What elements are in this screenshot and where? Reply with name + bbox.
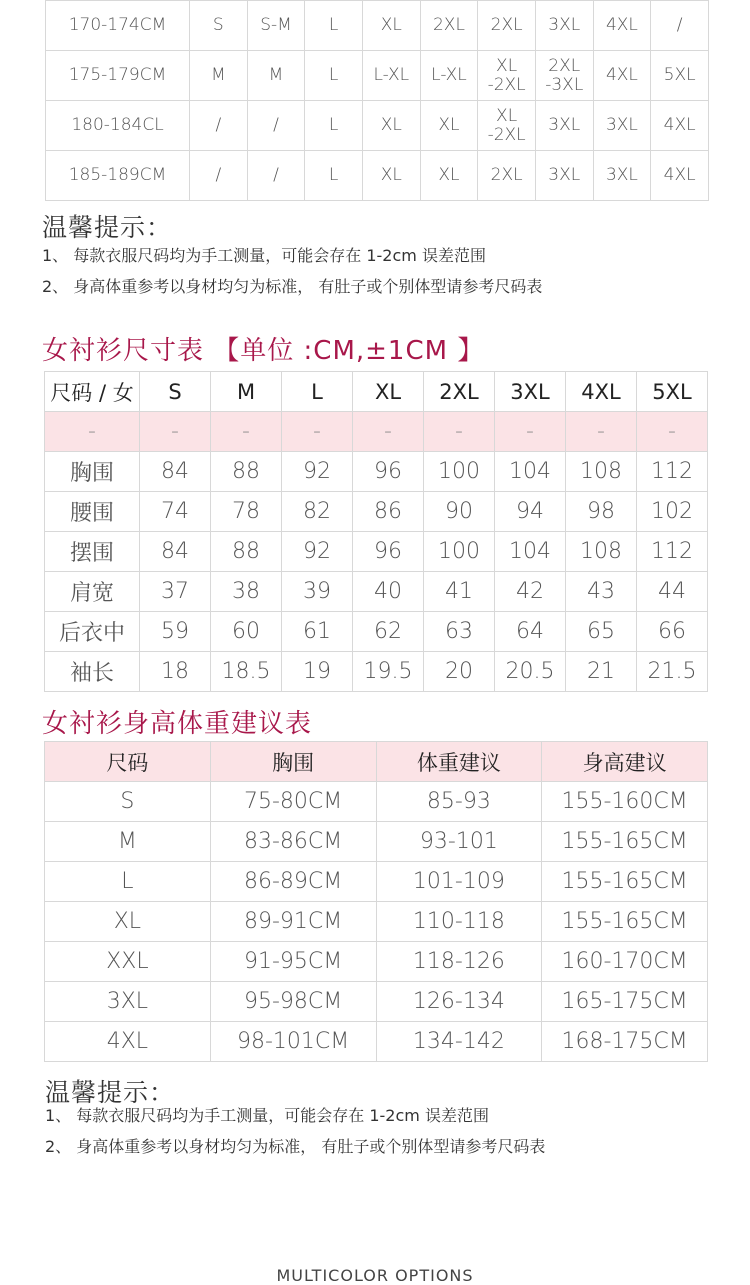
table-cell: S bbox=[45, 782, 211, 822]
table-cell: 38 bbox=[211, 572, 282, 612]
table-cell: 98 bbox=[566, 492, 637, 532]
size-cell: 3XL bbox=[535, 1, 593, 51]
table-cell: 62 bbox=[353, 612, 424, 652]
size-cell: 4XL bbox=[651, 101, 709, 151]
table-cell: 84 bbox=[140, 452, 211, 492]
table-cell: 85-93 bbox=[376, 782, 542, 822]
size-cell: 3XL bbox=[535, 151, 593, 201]
column-header: 体重建议 bbox=[376, 742, 542, 782]
table-cell: 93-101 bbox=[376, 822, 542, 862]
table-cell: 112 bbox=[637, 532, 708, 572]
table-cell: 40 bbox=[353, 572, 424, 612]
size-chart-title: 女衬衫尺寸表 【单位 :CM,±1CM 】 bbox=[42, 336, 485, 366]
tips-title-2: 温馨提示： bbox=[45, 1078, 176, 1107]
table-row bbox=[45, 982, 708, 1022]
table-cell: 88 bbox=[211, 532, 282, 572]
table-cell: - bbox=[140, 412, 211, 452]
column-header: 2XL bbox=[424, 372, 495, 412]
size-cell: L bbox=[305, 101, 363, 151]
size-cell: M bbox=[247, 51, 305, 101]
recommend-chart-table bbox=[44, 741, 708, 1062]
table-row bbox=[45, 412, 708, 452]
table-cell: 63 bbox=[424, 612, 495, 652]
table-cell: 90 bbox=[424, 492, 495, 532]
recommend-chart-title: 女衬衫身高体重建议表 bbox=[42, 709, 313, 739]
table-cell: 74 bbox=[140, 492, 211, 532]
table-cell: 86 bbox=[353, 492, 424, 532]
column-header: 尺码 / 女 bbox=[45, 372, 140, 412]
size-cell: 2XL -3XL bbox=[535, 51, 593, 101]
table-cell: 42 bbox=[495, 572, 566, 612]
table-cell: 84 bbox=[140, 532, 211, 572]
table-cell: 95-98CM bbox=[210, 982, 376, 1022]
table-cell: 21.5 bbox=[637, 652, 708, 692]
table-row bbox=[45, 782, 708, 822]
column-header: S bbox=[140, 372, 211, 412]
table-cell: 41 bbox=[424, 572, 495, 612]
tips-line-1: 1、 每款衣服尺码均为手工测量，可能会存在 1-2cm 误差范围 bbox=[42, 246, 486, 265]
table-cell: 59 bbox=[140, 612, 211, 652]
table-cell: 112 bbox=[637, 452, 708, 492]
column-header: 尺码 bbox=[45, 742, 211, 782]
row-label: 后衣中 bbox=[45, 612, 140, 652]
table-row bbox=[46, 51, 709, 101]
table-cell: 165-175CM bbox=[542, 982, 708, 1022]
table-cell: 134-142 bbox=[376, 1022, 542, 1062]
size-cell: XL bbox=[362, 151, 420, 201]
table-cell: 20.5 bbox=[495, 652, 566, 692]
column-header: L bbox=[282, 372, 353, 412]
size-cell: XL bbox=[420, 101, 478, 151]
table-cell: 4XL bbox=[45, 1022, 211, 1062]
size-cell: S bbox=[190, 1, 248, 51]
size-cell: M bbox=[190, 51, 248, 101]
table-cell: 61 bbox=[282, 612, 353, 652]
tips-title: 温馨提示： bbox=[42, 213, 173, 242]
table-cell: 108 bbox=[566, 532, 637, 572]
table-row bbox=[45, 1022, 708, 1062]
tips-line-2-1: 1、 每款衣服尺码均为手工测量，可能会存在 1-2cm 误差范围 bbox=[45, 1106, 489, 1125]
table-cell: 110-118 bbox=[376, 902, 542, 942]
size-cell: XL bbox=[420, 151, 478, 201]
table-row bbox=[45, 862, 708, 902]
table-cell: 118-126 bbox=[376, 942, 542, 982]
row-label: 腰围 bbox=[45, 492, 140, 532]
table-row bbox=[45, 822, 708, 862]
table-cell: 104 bbox=[495, 532, 566, 572]
table-cell: 75-80CM bbox=[210, 782, 376, 822]
size-cell: 3XL bbox=[593, 101, 651, 151]
size-cell: / bbox=[190, 101, 248, 151]
size-cell: 2XL bbox=[478, 151, 536, 201]
table-cell: 86-89CM bbox=[210, 862, 376, 902]
size-cell: / bbox=[247, 151, 305, 201]
table-cell: XXL bbox=[45, 942, 211, 982]
row-label: 摆围 bbox=[45, 532, 140, 572]
table-cell: 60 bbox=[211, 612, 282, 652]
table-cell: - bbox=[282, 412, 353, 452]
table-cell: 18.5 bbox=[211, 652, 282, 692]
table-cell: 3XL bbox=[45, 982, 211, 1022]
table-cell: - bbox=[495, 412, 566, 452]
row-label: 肩宽 bbox=[45, 572, 140, 612]
row-label: 胸围 bbox=[45, 452, 140, 492]
size-cell: 5XL bbox=[651, 51, 709, 101]
size-cell: L bbox=[305, 1, 363, 51]
table-cell: 64 bbox=[495, 612, 566, 652]
table-row bbox=[45, 612, 708, 652]
height-range-cell: 175-179CM bbox=[46, 51, 190, 101]
column-header: M bbox=[211, 372, 282, 412]
table-cell: 100 bbox=[424, 532, 495, 572]
tips-line-2-2: 2、 身高体重参考以身材均匀为标准， 有肚子或个别体型请参考尺码表 bbox=[45, 1137, 546, 1156]
height-range-cell: 180-184CL bbox=[46, 101, 190, 151]
table-cell: - bbox=[424, 412, 495, 452]
table-cell: 98-101CM bbox=[210, 1022, 376, 1062]
table-row bbox=[45, 492, 708, 532]
table-cell: 18 bbox=[140, 652, 211, 692]
table-cell: XL bbox=[45, 902, 211, 942]
table-cell: - bbox=[637, 412, 708, 452]
size-cell: / bbox=[651, 1, 709, 51]
table-cell: 89-91CM bbox=[210, 902, 376, 942]
table-cell: 82 bbox=[282, 492, 353, 532]
column-header: 5XL bbox=[637, 372, 708, 412]
table-cell: 160-170CM bbox=[542, 942, 708, 982]
size-cell: XL -2XL bbox=[478, 101, 536, 151]
table-cell: 88 bbox=[211, 452, 282, 492]
size-chart-table bbox=[44, 371, 708, 692]
table-cell: 155-165CM bbox=[542, 822, 708, 862]
table-cell: - bbox=[45, 412, 140, 452]
size-cell: L bbox=[305, 51, 363, 101]
table-cell: 21 bbox=[566, 652, 637, 692]
tips-line-2: 2、 身高体重参考以身材均匀为标准， 有肚子或个别体型请参考尺码表 bbox=[42, 277, 543, 296]
table-cell: 102 bbox=[637, 492, 708, 532]
table-cell: 96 bbox=[353, 452, 424, 492]
table-cell: L bbox=[45, 862, 211, 902]
size-cell: 3XL bbox=[593, 151, 651, 201]
column-header: 3XL bbox=[495, 372, 566, 412]
table-cell: 43 bbox=[566, 572, 637, 612]
table-cell: 94 bbox=[495, 492, 566, 532]
table-cell: 155-165CM bbox=[542, 902, 708, 942]
column-header: 4XL bbox=[566, 372, 637, 412]
table-cell: 19.5 bbox=[353, 652, 424, 692]
footer-heading: MULTICOLOR OPTIONS bbox=[276, 1266, 474, 1285]
table-cell: 155-165CM bbox=[542, 862, 708, 902]
table-row bbox=[45, 572, 708, 612]
table-cell: 126-134 bbox=[376, 982, 542, 1022]
table-cell: 91-95CM bbox=[210, 942, 376, 982]
size-cell: / bbox=[190, 151, 248, 201]
column-header: 身高建议 bbox=[542, 742, 708, 782]
table-cell: 104 bbox=[495, 452, 566, 492]
table-row bbox=[45, 902, 708, 942]
table-row bbox=[46, 1, 709, 51]
table-cell: 44 bbox=[637, 572, 708, 612]
size-cell: XL bbox=[362, 1, 420, 51]
size-cell: L bbox=[305, 151, 363, 201]
row-label: 袖长 bbox=[45, 652, 140, 692]
table-cell: 37 bbox=[140, 572, 211, 612]
table-cell: 101-109 bbox=[376, 862, 542, 902]
table-header-row bbox=[45, 372, 708, 412]
table-cell: 65 bbox=[566, 612, 637, 652]
table-cell: - bbox=[353, 412, 424, 452]
size-cell: 3XL bbox=[535, 101, 593, 151]
table-cell: 19 bbox=[282, 652, 353, 692]
size-cell: 2XL bbox=[478, 1, 536, 51]
size-cell: / bbox=[247, 101, 305, 151]
table-row bbox=[45, 942, 708, 982]
table-cell: 83-86CM bbox=[210, 822, 376, 862]
size-cell: L-XL bbox=[420, 51, 478, 101]
table-cell: 92 bbox=[282, 532, 353, 572]
size-cell: L-XL bbox=[362, 51, 420, 101]
table-cell: 92 bbox=[282, 452, 353, 492]
table-cell: M bbox=[45, 822, 211, 862]
size-cell: 4XL bbox=[593, 51, 651, 101]
size-cell: 4XL bbox=[651, 151, 709, 201]
table-row bbox=[45, 532, 708, 572]
height-range-cell: 185-189CM bbox=[46, 151, 190, 201]
table-cell: 155-160CM bbox=[542, 782, 708, 822]
table-cell: 96 bbox=[353, 532, 424, 572]
table-row bbox=[45, 452, 708, 492]
table-cell: - bbox=[211, 412, 282, 452]
table-row bbox=[46, 151, 709, 201]
table-cell: - bbox=[566, 412, 637, 452]
table-header-row bbox=[45, 742, 708, 782]
table-row bbox=[45, 652, 708, 692]
table-cell: 20 bbox=[424, 652, 495, 692]
size-cell: XL bbox=[362, 101, 420, 151]
table-cell: 78 bbox=[211, 492, 282, 532]
table-cell: 39 bbox=[282, 572, 353, 612]
height-range-cell: 170-174CM bbox=[46, 1, 190, 51]
table-cell: 108 bbox=[566, 452, 637, 492]
size-cell: 2XL bbox=[420, 1, 478, 51]
table-cell: 168-175CM bbox=[542, 1022, 708, 1062]
table-cell: 100 bbox=[424, 452, 495, 492]
size-cell: 4XL bbox=[593, 1, 651, 51]
column-header: XL bbox=[353, 372, 424, 412]
column-header: 胸围 bbox=[210, 742, 376, 782]
table-cell: 66 bbox=[637, 612, 708, 652]
size-cell: S-M bbox=[247, 1, 305, 51]
size-cell: XL -2XL bbox=[478, 51, 536, 101]
size-recommendation-table-top bbox=[45, 0, 709, 201]
table-row bbox=[46, 101, 709, 151]
